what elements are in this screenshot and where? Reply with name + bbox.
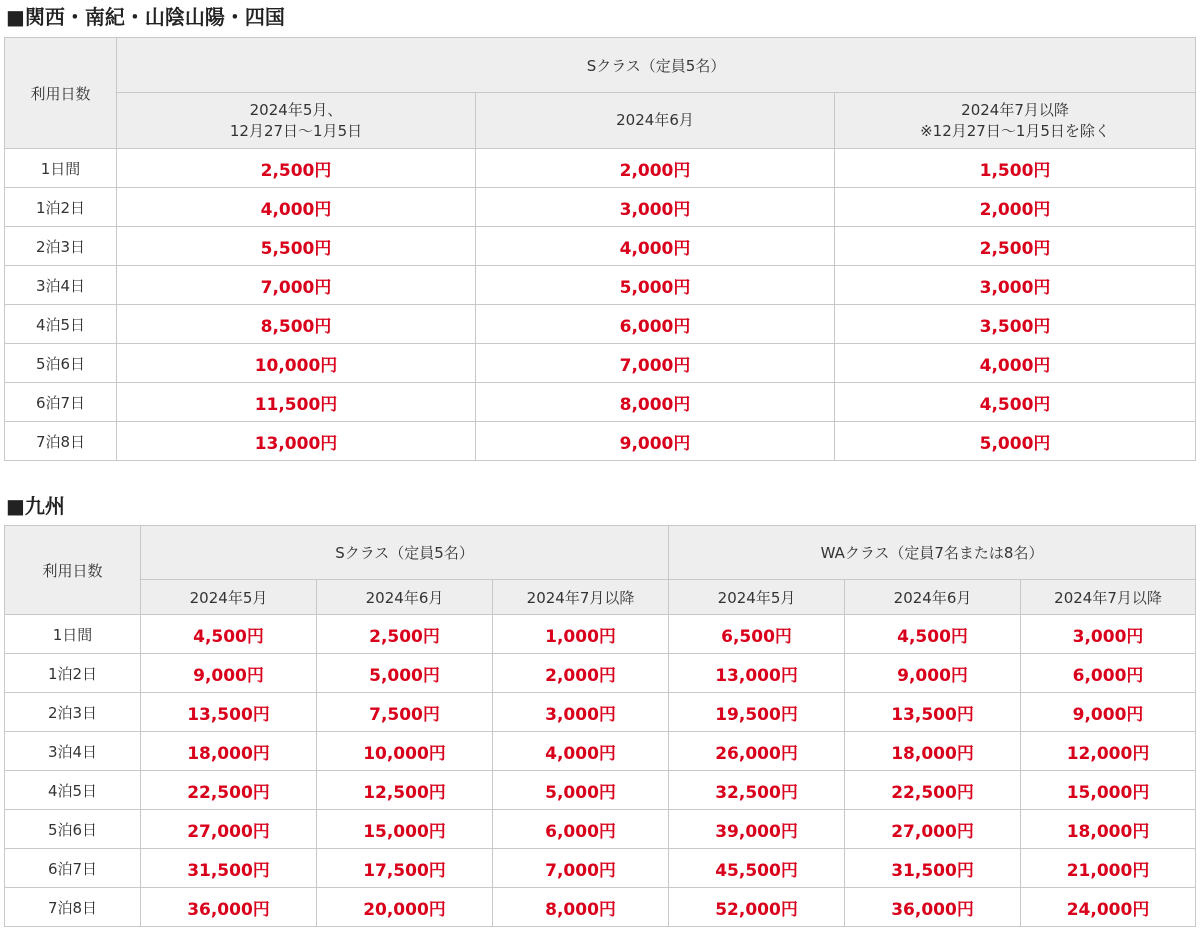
price-cell: 13,500円 (845, 693, 1021, 732)
table-row (5, 888, 1196, 927)
price-cell: 31,500円 (845, 849, 1021, 888)
kansai-section-title: ■関西・南紀・山陰山陽・四国 (6, 5, 285, 29)
table-row (5, 188, 1196, 227)
price-cell: 45,500円 (669, 849, 845, 888)
price-cell: 3,000円 (493, 693, 669, 732)
period-header: 2024年5月 (669, 580, 845, 615)
price-cell: 3,000円 (835, 266, 1196, 305)
price-cell: 12,500円 (317, 771, 493, 810)
price-cell: 4,000円 (835, 344, 1196, 383)
price-cell: 13,500円 (141, 693, 317, 732)
table-row (5, 810, 1196, 849)
kyushu-section-title: ■九州 (6, 494, 65, 518)
price-cell: 52,000円 (669, 888, 845, 927)
kyushu-price-table (4, 525, 1196, 927)
price-cell: 1,000円 (493, 615, 669, 654)
price-cell: 4,000円 (493, 732, 669, 771)
duration-cell: 4泊5日 (5, 771, 141, 810)
price-cell: 5,000円 (835, 422, 1196, 461)
period-header: 2024年7月以降 (493, 580, 669, 615)
price-cell: 2,500円 (317, 615, 493, 654)
kansai-price-table (4, 37, 1196, 461)
price-cell: 9,000円 (845, 654, 1021, 693)
price-cell: 27,000円 (141, 810, 317, 849)
price-cell: 19,500円 (669, 693, 845, 732)
price-cell: 15,000円 (1021, 771, 1196, 810)
price-cell: 15,000円 (317, 810, 493, 849)
price-cell: 22,500円 (141, 771, 317, 810)
price-cell: 9,000円 (476, 422, 835, 461)
price-cell: 36,000円 (141, 888, 317, 927)
wa-class-header: WAクラス（定員7名または8名） (669, 526, 1196, 580)
price-cell: 39,000円 (669, 810, 845, 849)
table-row (5, 654, 1196, 693)
duration-cell: 1泊2日 (5, 654, 141, 693)
price-cell: 26,000円 (669, 732, 845, 771)
price-cell: 27,000円 (845, 810, 1021, 849)
price-cell: 7,000円 (476, 344, 835, 383)
duration-cell: 1日間 (5, 149, 117, 188)
price-cell: 7,500円 (317, 693, 493, 732)
price-cell: 5,500円 (117, 227, 476, 266)
price-cell: 1,500円 (835, 149, 1196, 188)
duration-cell: 2泊3日 (5, 227, 117, 266)
duration-cell: 6泊7日 (5, 383, 117, 422)
duration-cell: 1日間 (5, 615, 141, 654)
price-cell: 5,000円 (317, 654, 493, 693)
price-cell: 6,500円 (669, 615, 845, 654)
price-cell: 7,000円 (117, 266, 476, 305)
price-cell: 2,000円 (493, 654, 669, 693)
days-column-header: 利用日数 (5, 526, 141, 615)
table-row (5, 149, 1196, 188)
price-cell: 32,500円 (669, 771, 845, 810)
table-row (5, 849, 1196, 888)
price-cell: 10,000円 (117, 344, 476, 383)
price-cell: 24,000円 (1021, 888, 1196, 927)
table-row (5, 266, 1196, 305)
price-cell: 2,500円 (835, 227, 1196, 266)
price-cell: 2,000円 (476, 149, 835, 188)
price-cell: 13,000円 (669, 654, 845, 693)
price-cell: 9,000円 (1021, 693, 1196, 732)
price-cell: 36,000円 (845, 888, 1021, 927)
period-header: 2024年5月、 12月27日～1月5日 (117, 93, 476, 149)
price-cell: 20,000円 (317, 888, 493, 927)
price-cell: 2,000円 (835, 188, 1196, 227)
price-cell: 7,000円 (493, 849, 669, 888)
period-header: 2024年6月 (476, 93, 835, 149)
duration-cell: 5泊6日 (5, 344, 117, 383)
price-cell: 13,000円 (117, 422, 476, 461)
price-cell: 4,000円 (476, 227, 835, 266)
period-header: 2024年5月 (141, 580, 317, 615)
price-cell: 8,500円 (117, 305, 476, 344)
price-cell: 6,000円 (493, 810, 669, 849)
duration-cell: 6泊7日 (5, 849, 141, 888)
price-cell: 18,000円 (1021, 810, 1196, 849)
price-cell: 8,000円 (493, 888, 669, 927)
table-row (5, 693, 1196, 732)
s-class-header: Sクラス（定員5名） (141, 526, 669, 580)
price-cell: 3,500円 (835, 305, 1196, 344)
duration-cell: 1泊2日 (5, 188, 117, 227)
price-cell: 31,500円 (141, 849, 317, 888)
table-row (5, 305, 1196, 344)
price-cell: 2,500円 (117, 149, 476, 188)
table-row (5, 383, 1196, 422)
price-cell: 4,500円 (141, 615, 317, 654)
period-header: 2024年7月以降 (1021, 580, 1196, 615)
duration-cell: 3泊4日 (5, 732, 141, 771)
price-cell: 5,000円 (493, 771, 669, 810)
price-cell: 5,000円 (476, 266, 835, 305)
period-header: 2024年7月以降 ※12月27日～1月5日を除く (835, 93, 1196, 149)
price-cell: 9,000円 (141, 654, 317, 693)
table-row (5, 771, 1196, 810)
price-cell: 22,500円 (845, 771, 1021, 810)
table-row (5, 344, 1196, 383)
price-cell: 6,000円 (476, 305, 835, 344)
duration-cell: 7泊8日 (5, 888, 141, 927)
duration-cell: 7泊8日 (5, 422, 117, 461)
price-cell: 6,000円 (1021, 654, 1196, 693)
price-cell: 21,000円 (1021, 849, 1196, 888)
duration-cell: 3泊4日 (5, 266, 117, 305)
table-row (5, 227, 1196, 266)
price-cell: 8,000円 (476, 383, 835, 422)
price-cell: 3,000円 (1021, 615, 1196, 654)
price-cell: 18,000円 (141, 732, 317, 771)
price-cell: 3,000円 (476, 188, 835, 227)
period-header: 2024年6月 (845, 580, 1021, 615)
price-cell: 11,500円 (117, 383, 476, 422)
table-row (5, 422, 1196, 461)
price-cell: 12,000円 (1021, 732, 1196, 771)
price-cell: 4,500円 (845, 615, 1021, 654)
days-column-header: 利用日数 (5, 38, 117, 149)
table-row (5, 615, 1196, 654)
s-class-header: Sクラス（定員5名） (117, 38, 1196, 93)
price-cell: 17,500円 (317, 849, 493, 888)
price-cell: 10,000円 (317, 732, 493, 771)
table-row (5, 732, 1196, 771)
duration-cell: 5泊6日 (5, 810, 141, 849)
price-cell: 4,000円 (117, 188, 476, 227)
duration-cell: 2泊3日 (5, 693, 141, 732)
duration-cell: 4泊5日 (5, 305, 117, 344)
price-cell: 18,000円 (845, 732, 1021, 771)
period-header: 2024年6月 (317, 580, 493, 615)
price-cell: 4,500円 (835, 383, 1196, 422)
